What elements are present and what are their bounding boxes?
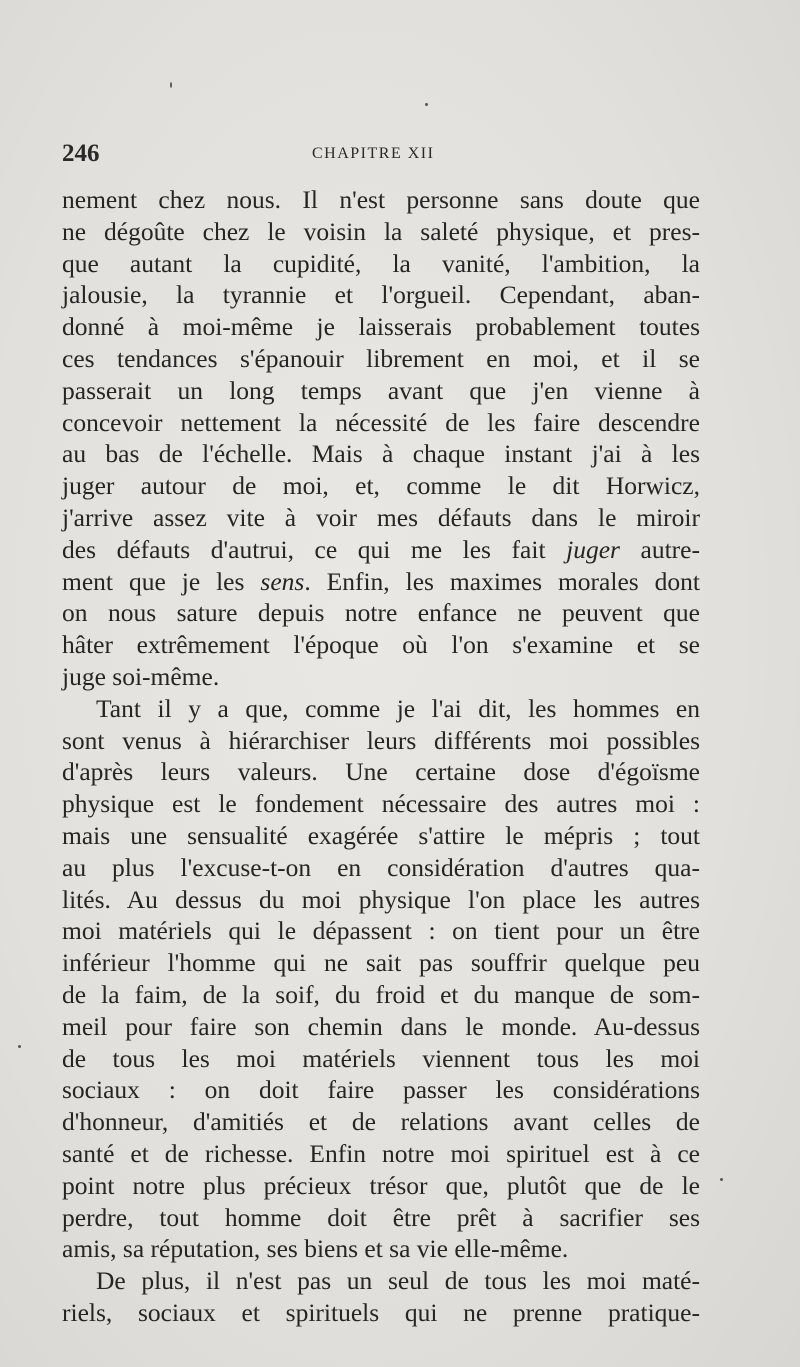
text-line: inférieur l'homme qui ne sait pas souffrir quelque peu xyxy=(62,948,700,978)
text-fragment: . Enfin, les maximes morales dont xyxy=(304,566,700,596)
stray-ink-mark xyxy=(170,82,172,88)
text-fragment: autre- xyxy=(619,534,700,564)
text-line-with-italic xyxy=(62,534,700,566)
text-line: santé et de richesse. Enfin notre moi spirituel est à ce xyxy=(62,1138,700,1168)
text-line: d'après leurs valeurs. Une certaine dose d'égoïsme xyxy=(62,757,700,787)
italic-word: juger xyxy=(566,534,620,564)
text-line: sociaux : on doit faire passer les considérations xyxy=(62,1075,700,1105)
text-line: de tous les moi matériels viennent tous les moi xyxy=(62,1043,700,1073)
body-text xyxy=(62,184,700,1329)
text-fragment: des défauts d'autrui, ce qui me les fait xyxy=(62,534,567,564)
text-line: au bas de l'échelle. Mais à chaque instant j'ai à les xyxy=(62,439,700,469)
text-line: nement chez nous. Il n'est personne sans doute que xyxy=(62,185,700,214)
text-line: de la faim, de la soif, du froid et du manque de som- xyxy=(62,979,700,1009)
text-line: passerait un long temps avant que j'en vienne à xyxy=(62,375,700,405)
text-line: hâter extrêmement l'époque où l'on s'examine et se xyxy=(62,630,700,660)
text-line: meil pour faire son chemin dans le monde. Au-dessus xyxy=(62,1011,700,1041)
text-line: ces tendances s'épanouir librement en moi, et il se xyxy=(62,343,700,373)
text-line: j'arrive assez vite à voir mes défauts dans le miroir xyxy=(62,502,700,532)
text-line: juger autour de moi, et, comme le dit Horwicz, xyxy=(62,471,700,501)
text-line: sont venus à hiérarchiser leurs différents moi possibles xyxy=(62,725,700,755)
text-line: d'honneur, d'amitiés et de relations avant celles de xyxy=(62,1107,700,1137)
running-head xyxy=(62,140,702,170)
text-line: perdre, tout homme doit être prêt à sacrifier ses xyxy=(62,1202,700,1232)
text-fragment: ment que je les xyxy=(62,566,261,596)
italic-word: sens xyxy=(260,566,305,596)
stray-ink-mark xyxy=(18,1045,21,1048)
stray-ink-mark xyxy=(425,103,428,106)
chapter-title: CHAPITRE XII xyxy=(312,145,435,162)
text-line: au plus l'excuse-t-on en considération d'autres qua- xyxy=(62,852,700,882)
text-line: donné à moi-même je laisserais probablement toutes xyxy=(62,312,700,342)
paragraph-start-line: De plus, il n'est pas un seul de tous les moi maté- xyxy=(96,1266,700,1296)
stray-ink-mark xyxy=(720,1178,723,1181)
text-line: concevoir nettement la nécessité de les faire descendre xyxy=(62,407,700,437)
paragraph-end-line: amis, sa réputation, ses biens et sa vie elle-même. xyxy=(62,1234,569,1264)
text-line: que autant la cupidité, la vanité, l'ambition, la xyxy=(62,248,700,278)
text-line: moi matériels qui le dépassent : on tient pour un être xyxy=(62,916,700,946)
page-number: 246 xyxy=(62,140,100,167)
text-line: ne dégoûte chez le voisin la saleté physique, et pres- xyxy=(62,216,700,246)
text-line: jalousie, la tyrannie et l'orgueil. Cependant, aban- xyxy=(62,280,700,310)
text-line: on nous sature depuis notre enfance ne peuvent que xyxy=(62,598,700,628)
text-line: riels, sociaux et spirituels qui ne prenne pratique- xyxy=(62,1297,700,1327)
text-line: point notre plus précieux trésor que, plutôt que de le xyxy=(62,1170,700,1200)
paragraph-start-line: Tant il y a que, comme je l'ai dit, les hommes en xyxy=(96,693,700,723)
paragraph-end-line: juge soi-même. xyxy=(62,661,220,691)
text-line: mais une sensualité exagérée s'attire le mépris ; tout xyxy=(62,820,700,850)
text-line: physique est le fondement nécessaire des autres moi : xyxy=(62,789,700,819)
text-line-with-italic xyxy=(62,566,700,598)
text-line: lités. Au dessus du moi physique l'on place les autres xyxy=(62,884,700,914)
